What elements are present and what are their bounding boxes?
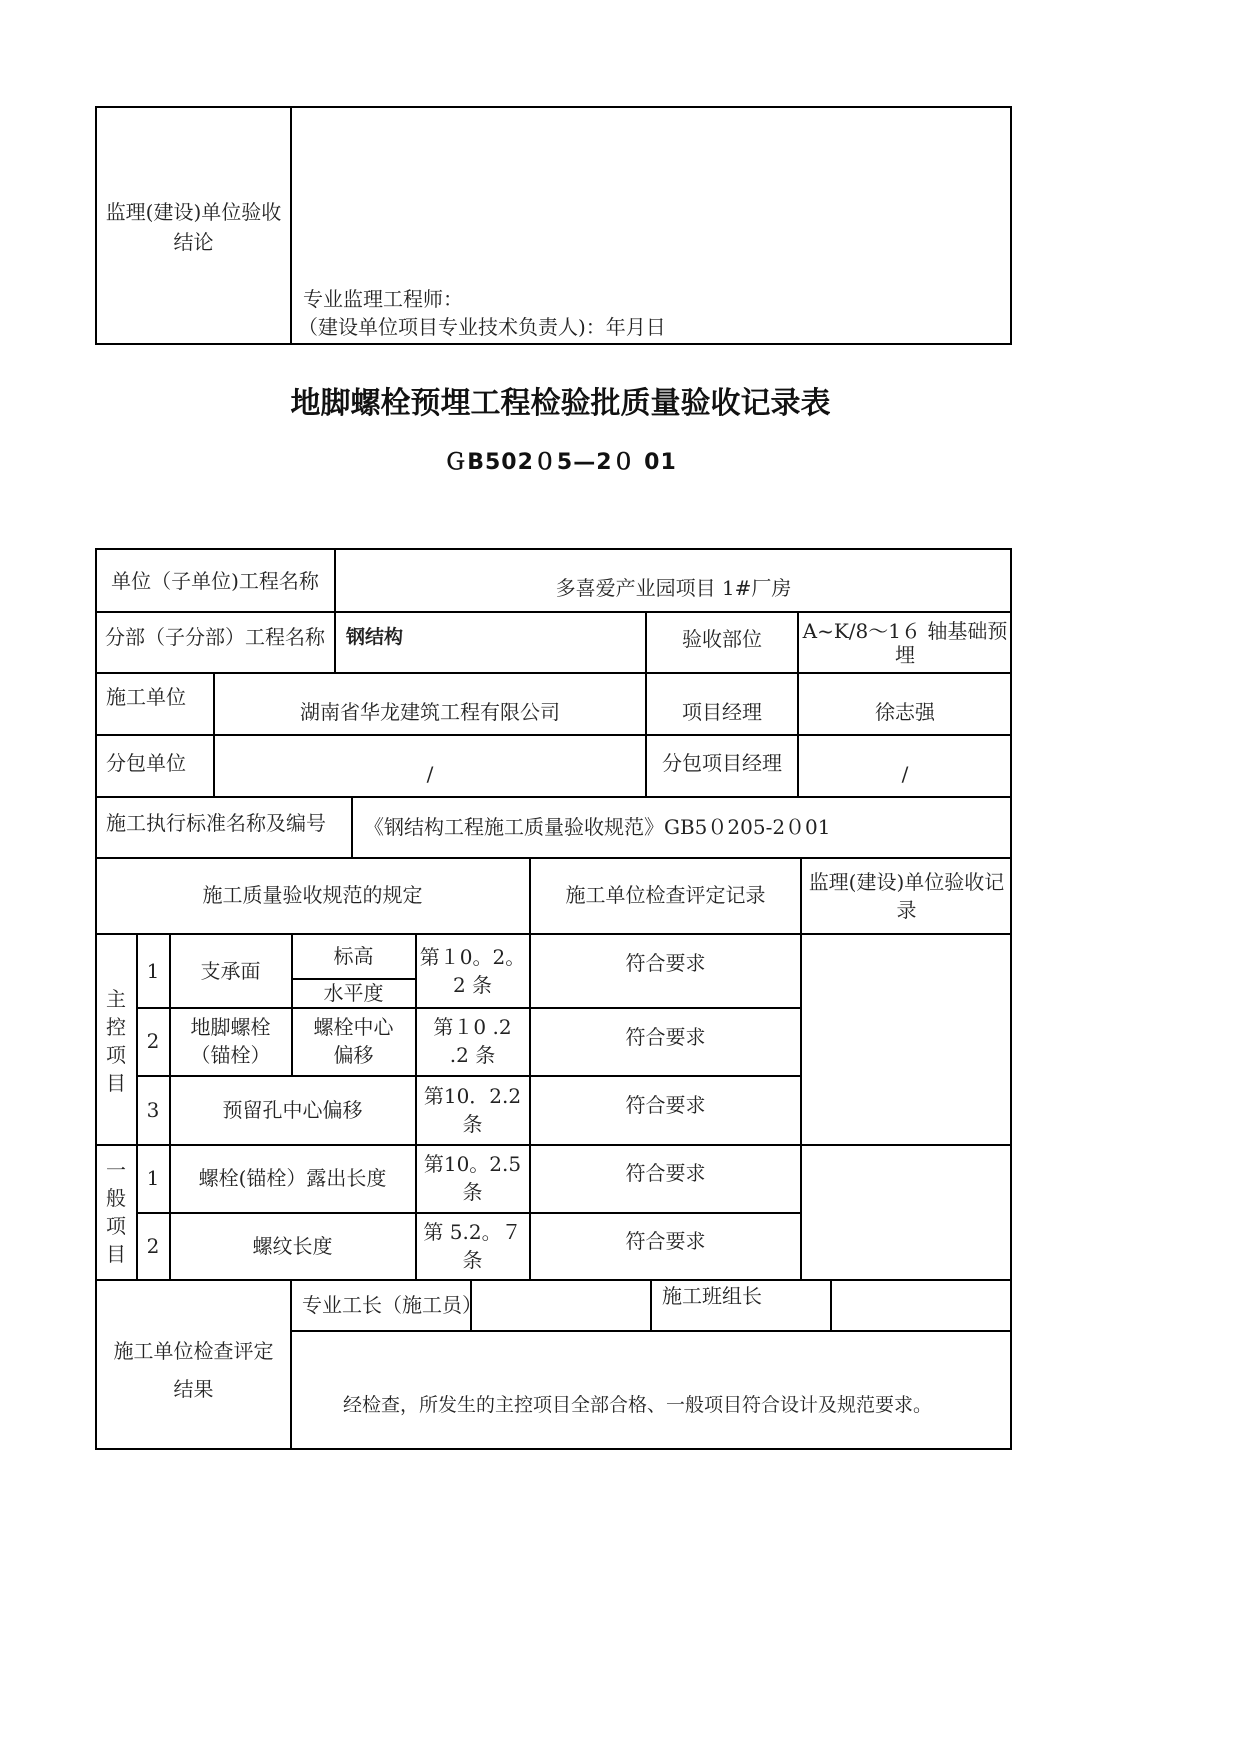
general-item-no: 2 [146, 1234, 160, 1258]
col-header-record: 施工单位检查评定记录 [565, 883, 766, 907]
general-group-char: 般 [106, 1186, 126, 1210]
general-item-name: 螺栓(锚栓）露出长度 [198, 1166, 387, 1190]
main-item-subitem-line1: 螺栓中心 [313, 1015, 394, 1039]
row-line [96, 611, 1011, 613]
general-item-clause-line2: 条 [462, 1248, 483, 1272]
col-line [290, 1279, 292, 1449]
inspection-part-label: 验收部位 [682, 627, 762, 651]
subcontractor-label: 分包单位 [106, 751, 186, 775]
standard-value: 《钢结构工程施工质量验收规范》GB5０205-2０01 [364, 815, 831, 839]
main-item-clause-line2: .2 条 [449, 1043, 496, 1067]
row-line [96, 796, 1011, 798]
row-line [136, 1007, 800, 1009]
row-line [96, 1144, 1011, 1146]
row-line [96, 734, 1011, 736]
main-group-char: 目 [106, 1071, 126, 1095]
main-item-clause-line1: 第10．2.2 [423, 1084, 522, 1108]
sub-pm-value: / [901, 762, 909, 786]
sub-pm-label: 分包项目经理 [662, 751, 782, 775]
general-item-result: 符合要求 [625, 1161, 706, 1185]
main-group-char: 项 [106, 1043, 126, 1067]
col-header-spec: 施工质量验收规范的规定 [202, 883, 423, 907]
contractor-result-label-line1: 施工单位检查评定 [113, 1339, 274, 1363]
general-group-char: 一 [106, 1158, 126, 1182]
main-item-name-line2: （锚栓） [190, 1043, 271, 1067]
inspection-part-value-line1: A~K/8～1６ 轴基础预 [802, 619, 1008, 643]
general-group-char: 项 [106, 1214, 126, 1238]
supervision-label-line1: 监理(建设)单位验收 [105, 200, 282, 224]
team-leader-signature-field[interactable] [832, 1281, 1010, 1329]
main-item-no: 1 [146, 959, 160, 983]
main-item-subitem-line2: 偏移 [333, 1043, 374, 1067]
project-manager-label: 项目经理 [682, 700, 762, 724]
inspection-conclusion: 经检查，所发生的主控项目全部合格、一般项目符合设计及规范要求。 [343, 1394, 933, 1416]
main-item-result: 符合要求 [625, 1025, 706, 1049]
general-group-char: 目 [106, 1242, 126, 1266]
general-item-clause-line1: 第10。2.5 [423, 1152, 522, 1176]
document-title: 地脚螺栓预埋工程检验批质量验收记录表 [290, 386, 831, 421]
inspection-part-value-line2: 埋 [895, 643, 915, 667]
team-leader-label: 施工班组长 [662, 1284, 762, 1308]
foreman-signature-field[interactable] [472, 1281, 649, 1329]
main-item-name: 支承面 [200, 959, 261, 983]
col-header-supervisor-line2: 录 [896, 898, 917, 922]
sub-project-label: 分部（子分部）工程名称 [105, 625, 325, 649]
col-line [650, 1279, 652, 1331]
row-line [96, 933, 1011, 935]
general-item-no: 1 [146, 1166, 160, 1190]
general-item-name: 螺纹长度 [252, 1234, 333, 1258]
col-header-supervisor-line1: 监理(建设)单位验收记 [808, 870, 1005, 894]
col-line [529, 857, 531, 1280]
unit-project-label: 单位（子单位)工程名称 [111, 569, 319, 593]
foreman-label: 专业工长（施工员） [302, 1293, 482, 1317]
main-item-clause-line2: 2 条 [452, 973, 493, 997]
col-line [334, 549, 336, 673]
main-item-name: 预留孔中心偏移 [222, 1098, 363, 1122]
construction-unit-label: 施工单位 [106, 685, 186, 709]
standard-code: ＧB502０5—2０ 01 [444, 450, 677, 475]
general-item-result: 符合要求 [625, 1229, 706, 1253]
supervision-engineer-label: 专业监理工程师： [303, 287, 463, 311]
main-group-char: 主 [106, 987, 126, 1011]
main-item-no: 2 [146, 1029, 160, 1053]
main-item-result: 符合要求 [625, 951, 706, 975]
general-item-clause-line1: 第 5.2。７ [423, 1220, 522, 1244]
project-manager-value: 徐志强 [875, 700, 935, 724]
row-line [136, 1075, 800, 1077]
main-item-no: 3 [146, 1098, 160, 1122]
subcontractor-value: / [426, 762, 434, 786]
owner-rep-date-line: （建设单位项目专业技术负责人)：年月日 [298, 315, 666, 339]
main-item-name-line1: 地脚螺栓 [190, 1015, 271, 1039]
main-item-result: 符合要求 [625, 1093, 706, 1117]
main-group-char: 控 [106, 1015, 126, 1039]
standard-label: 施工执行标准名称及编号 [106, 811, 326, 835]
unit-project-value: 多喜爱产业园项目 1#厂房 [555, 576, 792, 600]
main-item-clause-line1: 第１0。2。 [419, 945, 526, 969]
col-line [351, 796, 353, 858]
supervision-label-line2: 结论 [173, 230, 214, 254]
general-item-clause-line2: 条 [462, 1180, 483, 1204]
row-line [96, 672, 1011, 674]
row-line [136, 1212, 800, 1214]
sub-project-value: 钢结构 [346, 626, 404, 648]
main-item-clause-line2: 条 [462, 1112, 483, 1136]
contractor-result-label-line2: 结果 [173, 1377, 214, 1401]
main-item-clause-line1: 第１0 .2 [433, 1015, 512, 1039]
main-item-subitem-a: 标高 [333, 944, 374, 968]
construction-unit-value: 湖南省华龙建筑工程有限公司 [300, 700, 560, 724]
main-item-subitem-b: 水平度 [323, 981, 384, 1005]
row-line [96, 857, 1011, 859]
top-table-divider [290, 107, 292, 344]
